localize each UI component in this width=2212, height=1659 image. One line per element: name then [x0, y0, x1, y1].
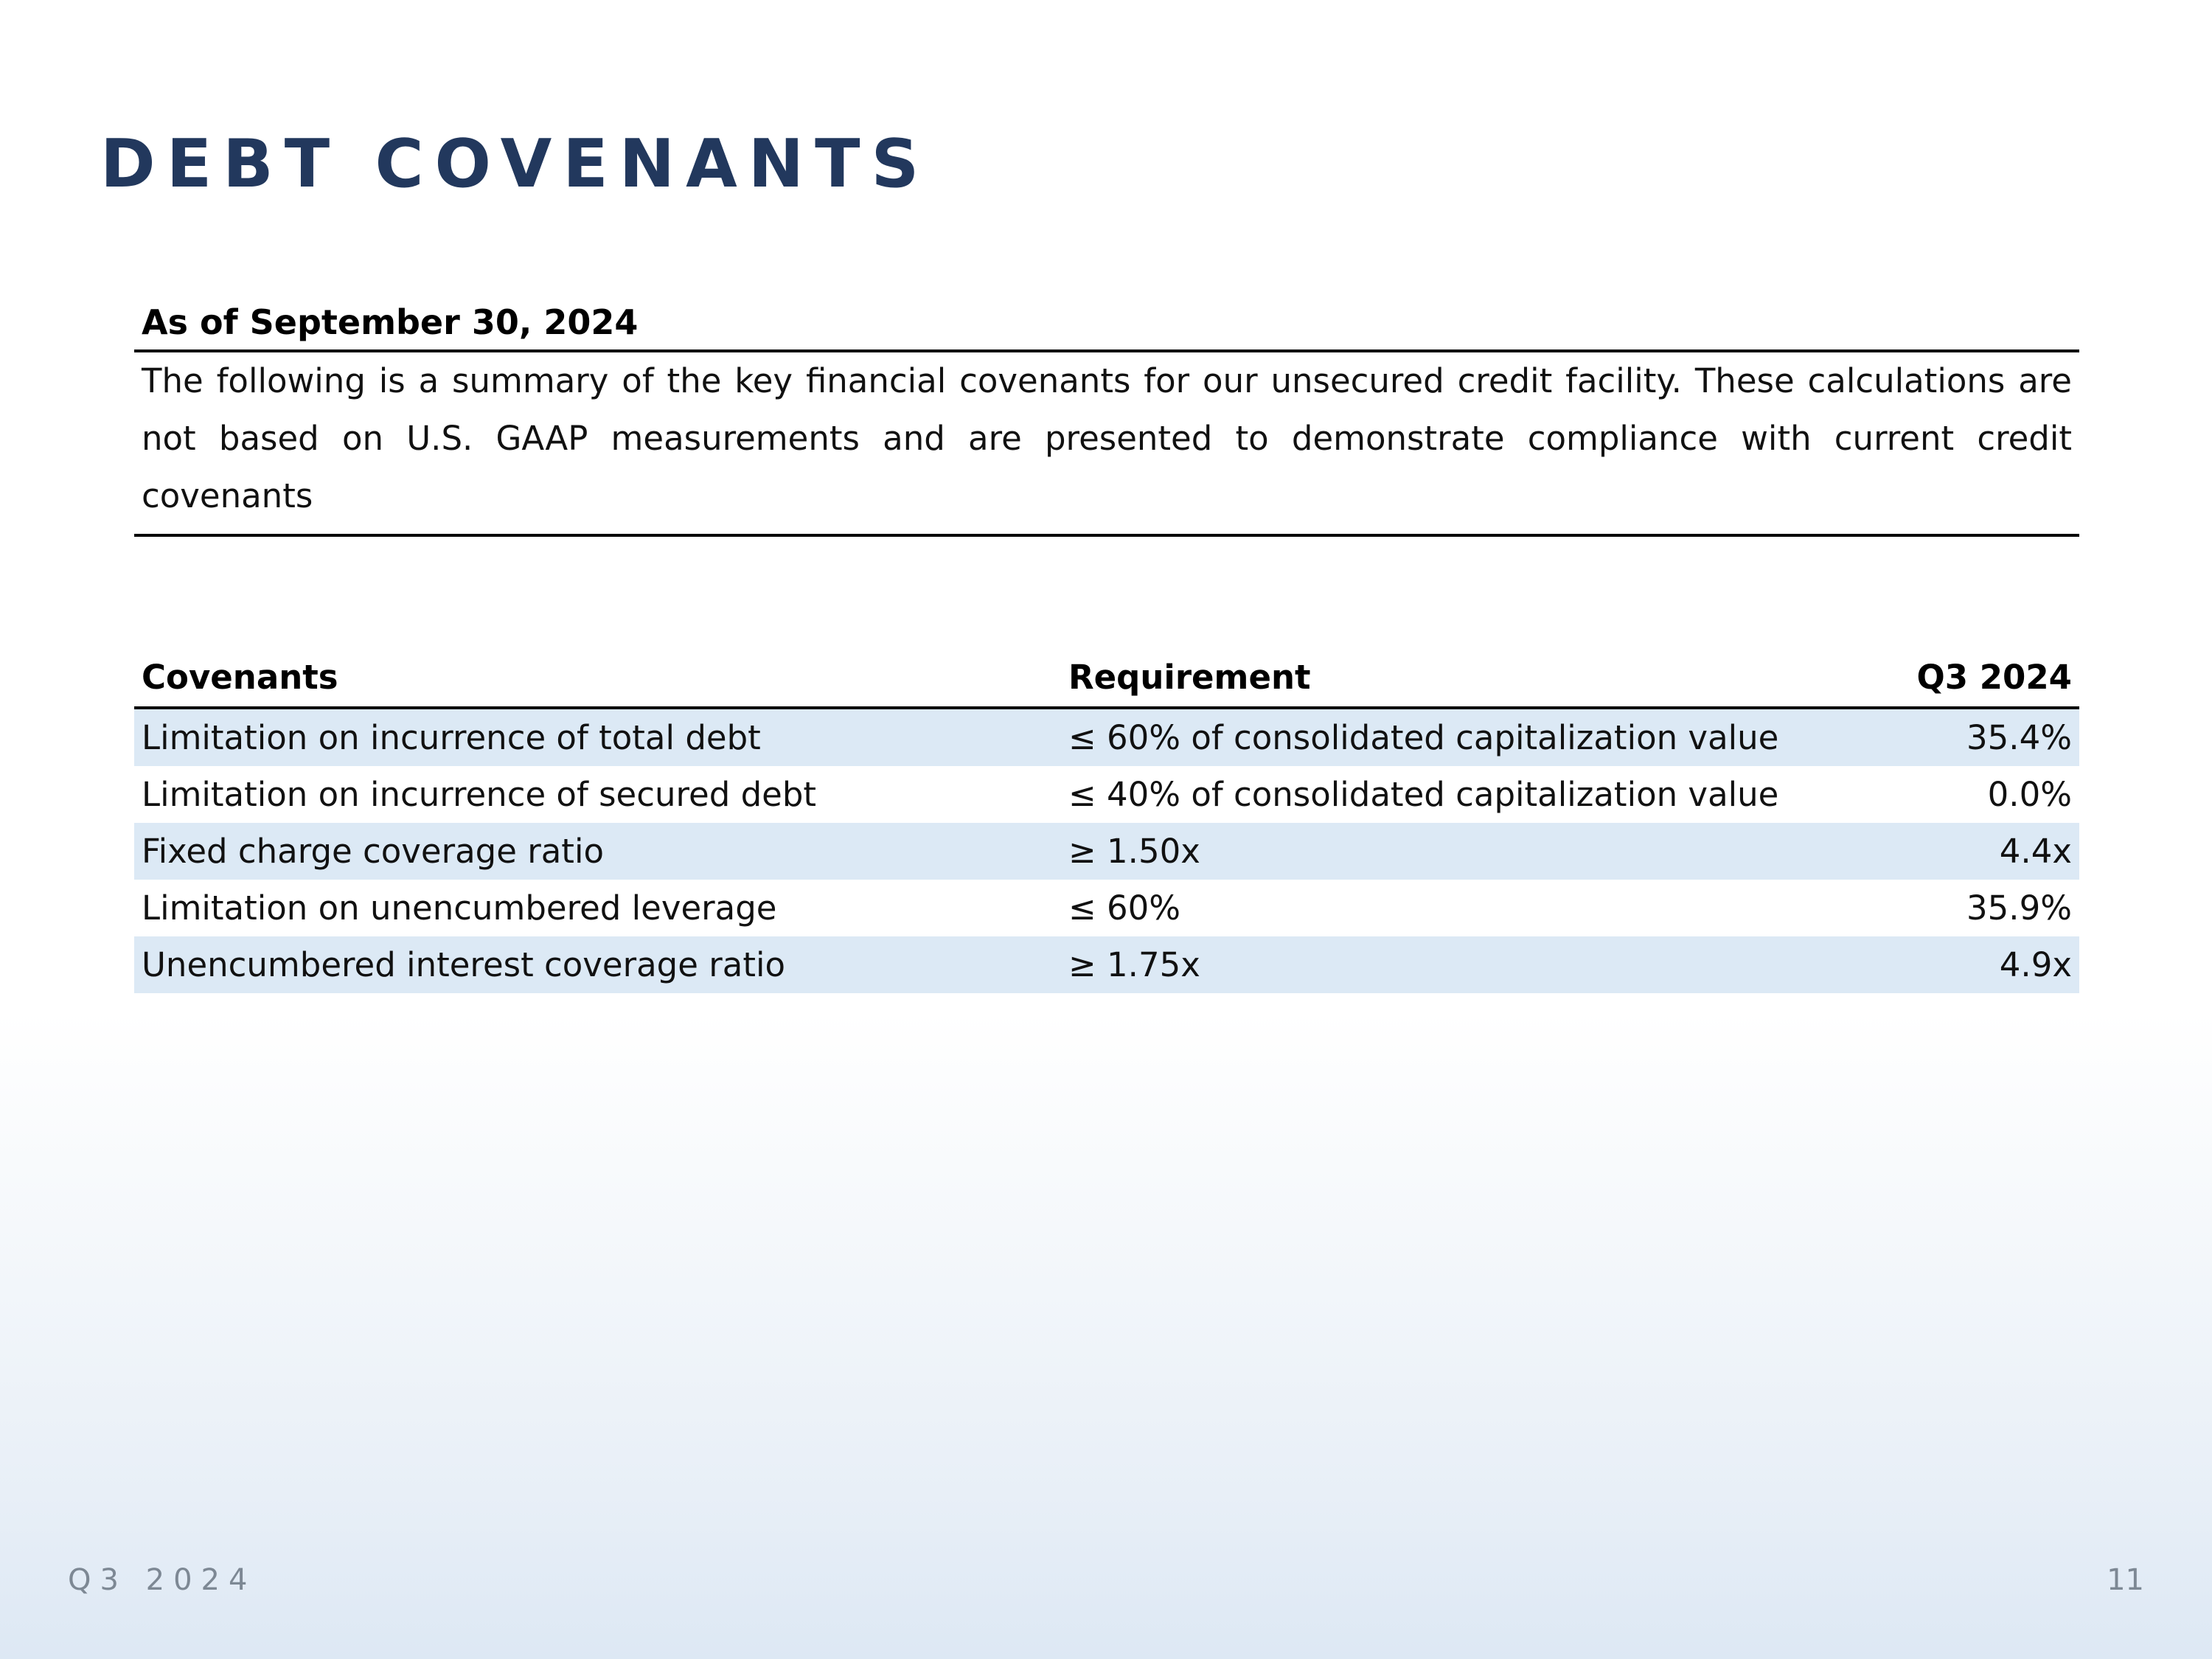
- as-of-date: As of September 30, 2024: [134, 295, 2079, 352]
- table-row: [134, 708, 2079, 766]
- covenant-requirement: ≤ 60% of consolidated capitalization value: [1061, 708, 1858, 766]
- covenant-value: 4.9x: [1858, 936, 2079, 993]
- covenant-name: Limitation on incurrence of total debt: [134, 708, 1061, 766]
- table-row: [134, 823, 2079, 880]
- covenant-name: Limitation on incurrence of secured debt: [142, 775, 817, 814]
- page-number: 11: [2107, 1563, 2144, 1597]
- covenant-requirement: ≥ 1.50x: [1061, 823, 1858, 880]
- header-requirement: Requirement: [1061, 647, 1858, 708]
- intro-section: [134, 295, 2079, 537]
- covenant-value: 4.4x: [1858, 823, 2079, 880]
- footer-period-label: Q3 2024: [68, 1563, 257, 1597]
- header-covenants: Covenants: [134, 647, 1061, 708]
- page-title: DEBT COVENANTS: [100, 125, 931, 203]
- table-row: [134, 936, 2079, 993]
- table-row: [134, 766, 2079, 823]
- intro-description: The following is a summary of the key financial covenants for our unsecured credit facility. These calculations are not based on U.S. GAAP measurements and are presented to demonstrate compliance with current credit covenants: [134, 352, 2079, 537]
- covenant-name: Fixed charge coverage ratio: [134, 823, 1061, 880]
- covenant-requirement: ≤ 40% of consolidated capitalization value: [1068, 775, 1779, 814]
- covenant-requirement: ≤ 60%: [1068, 888, 1181, 928]
- covenant-name: Limitation on unencumbered leverage: [142, 888, 777, 928]
- covenants-table: [134, 647, 2079, 993]
- header-q3-2024: Q3 2024: [1858, 647, 2079, 708]
- table-header-row: [134, 647, 2079, 708]
- covenant-value: 35.4%: [1858, 708, 2079, 766]
- covenant-name: Unencumbered interest coverage ratio: [134, 936, 1061, 993]
- covenant-requirement: ≥ 1.75x: [1061, 936, 1858, 993]
- covenant-value: 35.9%: [1966, 888, 2072, 928]
- covenant-value: 0.0%: [1987, 775, 2072, 814]
- table-row: [134, 880, 2079, 936]
